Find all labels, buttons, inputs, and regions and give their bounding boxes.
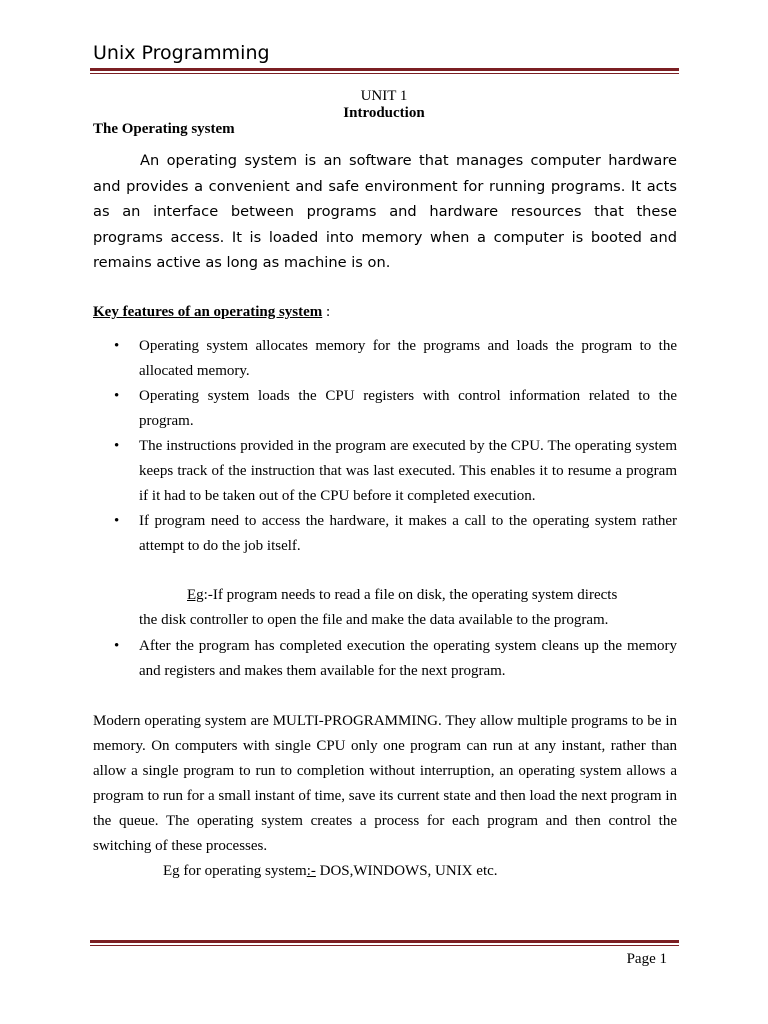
- document-header-title: Unix Programming: [93, 42, 270, 64]
- section-title: The Operating system: [93, 121, 235, 137]
- unit-heading: UNIT 1: [360, 88, 408, 104]
- key-features-title: Key features of an operating system: [93, 304, 323, 320]
- bullet-icon: •: [114, 513, 120, 529]
- key-features-colon: :: [322, 304, 331, 320]
- list-item-text: The instructions provided in the program are executed by the CPU. The operating system keeps track of the instruction that was last executed. This enables it to resume a program if it had to be taken out of the CPU before it completed execution.: [139, 438, 677, 504]
- list-item: [114, 384, 677, 434]
- bullet-icon: •: [114, 638, 120, 654]
- footer-rule-thick: [90, 940, 679, 943]
- key-features-list: [114, 334, 677, 559]
- header-rule-thick: [90, 68, 679, 71]
- key-features-heading: [93, 303, 330, 321]
- introduction-heading: Introduction: [343, 105, 425, 121]
- os-examples-label: Eg for operating system: [163, 863, 307, 879]
- os-examples-line: [163, 859, 498, 884]
- key-features-list-continued: [114, 634, 677, 684]
- list-item-text: Operating system loads the CPU registers with control information related to the program.: [139, 388, 677, 429]
- example-text: :-If program needs to read a file on disk, the operating system directs: [203, 587, 618, 603]
- list-item: [114, 434, 677, 509]
- list-item: [114, 509, 677, 559]
- example-line-continued: the disk controller to open the file and make the data available to the program.: [139, 612, 609, 628]
- multiprogramming-paragraph: Modern operating system are MULTI-PROGRAMMING. They allow multiple programs to be in memory. On computers with single CPU only one program can run at any instant, rather than allow a single program to run to completion without interruption, an operating system allows a program to run for a small instant of time, save its current state and then load the next program in the queue. The operating system creates a process for each program and then control the switching of these processes.: [93, 713, 678, 854]
- list-item-text: Operating system allocates memory for the programs and loads the program to the allocated memory.: [139, 338, 677, 379]
- os-examples-value: DOS,WINDOWS, UNIX etc.: [315, 863, 498, 879]
- header-rule-thin: [90, 73, 679, 74]
- list-item: [114, 634, 677, 684]
- os-examples-separator: :-: [306, 863, 316, 879]
- footer-rule-thin: [90, 945, 679, 946]
- os-definition-paragraph: An operating system is an software that manages computer hardware and provides a convenient and safe environment for running programs. It acts as an interface between programs and hardware resources that these programs access. It is loaded into memory when a computer is booted and remains active as long as machine is on.: [93, 152, 677, 272]
- bullet-icon: •: [114, 438, 120, 454]
- example-label: Eg: [187, 587, 204, 603]
- list-item: [114, 334, 677, 384]
- list-item-text: If program need to access the hardware, it makes a call to the operating system rather attempt to do the job itself.: [139, 513, 677, 554]
- page-number: Page 1: [626, 951, 667, 967]
- bullet-icon: •: [114, 338, 120, 354]
- example-line: [187, 583, 617, 608]
- bullet-icon: •: [114, 388, 120, 404]
- list-item-text: After the program has completed execution the operating system cleans up the memory and registers and makes them available for the next program.: [139, 638, 677, 679]
